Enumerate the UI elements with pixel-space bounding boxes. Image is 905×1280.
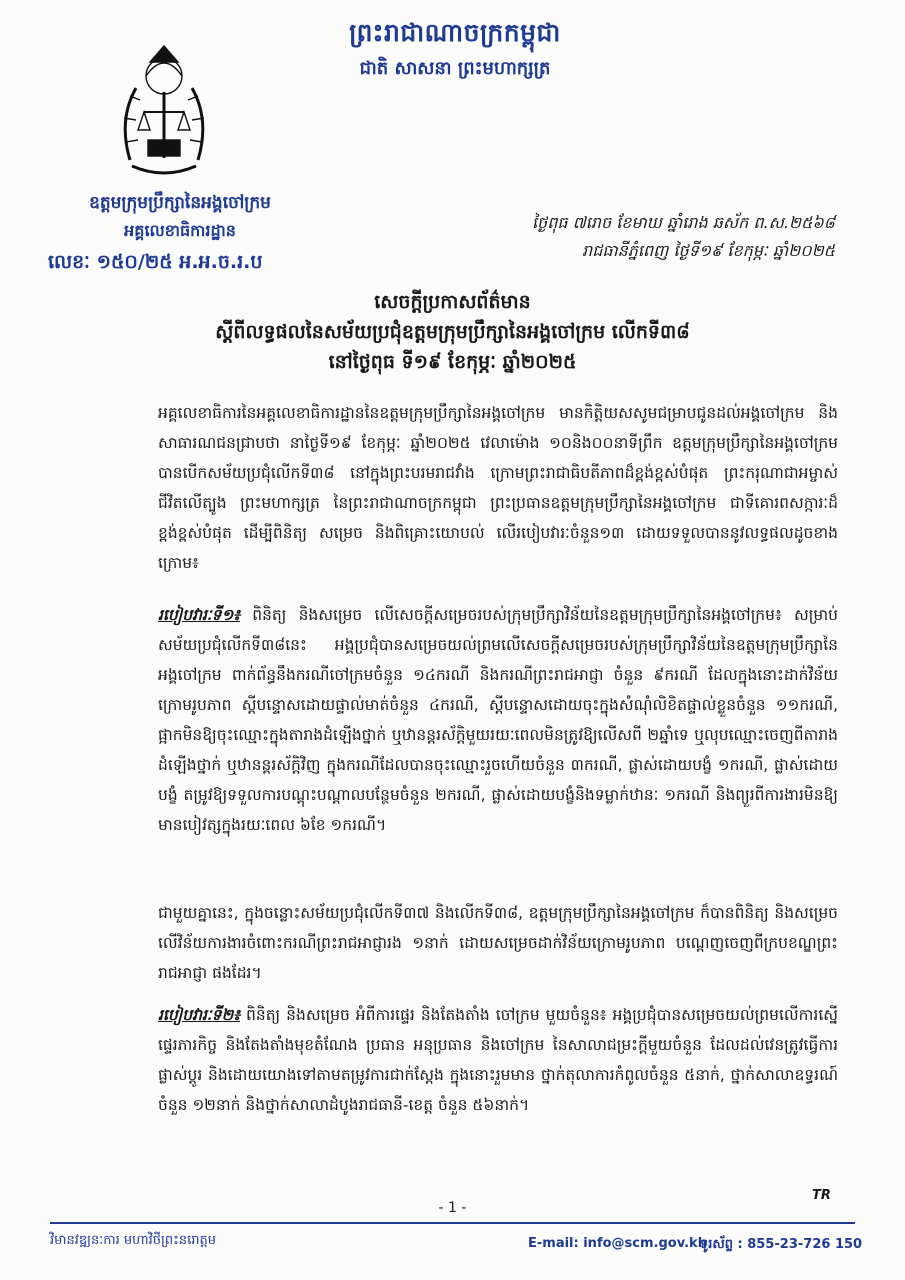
agenda-1-label: របៀបវារៈទី១៖ <box>158 606 241 624</box>
agenda-1-paragraph <box>158 600 838 885</box>
reference-number: លេខៈ ១៥០/២៥ អ.អ.ច.រ.ប <box>48 251 263 273</box>
agenda-2-paragraph <box>158 1000 838 1150</box>
page-number: - 1 - <box>438 1200 467 1216</box>
kingdom-title: ព្រះរាជាណាចក្រកម្ពុជា <box>349 18 561 47</box>
agenda-1-extra-paragraph: ជាមួយគ្នានេះ, ក្នុងចន្លោះសម័យប្រជុំលើកទី៣៧ និងលើកទី៣៨, ឧត្តមក្រុមប្រឹក្សានៃអង្គចៅក្រម ក៏បានពិនិត្យ និងសម្រេច លើវិន័យការងារចំពោះករណីព្រះរាជអាជ្ញារង ១នាក់ ដោយសម្រេចដាក់វិន័យក្រោមរូបភាព បណ្តេញចេញពីក្របខណ្ឌព្រះរាជអាជ្ញា ផងដែរ។ <box>158 904 838 982</box>
document-title: សេចក្តីប្រកាសព័ត៌មាន <box>374 291 531 313</box>
initials-mark: TR <box>812 1188 831 1203</box>
footer-divider <box>50 1222 855 1224</box>
footer-address: វិមានវឌ្ឍនៈការ មហាវិថីព្រះនរោត្តម <box>50 1233 216 1248</box>
agenda-2-label: របៀបវារៈទី២៖ <box>158 1006 241 1024</box>
intro-paragraph: អគ្គលេខាធិការនៃអគ្គលេខាធិការដ្ឋាននៃឧត្តមក្រុមប្រឹក្សានៃអង្គចៅក្រម មានកិត្តិយសសូមជម្រាបជូនដល់អង្គចៅក្រម និងសាធារណជនជ្រាបថា នាថ្ងៃទី១៩ ខែកុម្ភៈ ឆ្នាំ២០២៥ វេលាម៉ោង ១០និង០០នាទីព្រឹក ឧត្តមក្រុមប្រឹក្សានៃអង្គចៅក្រម បានបើកសម័យប្រជុំលើកទី៣៨ នៅក្នុងព្រះបរមរាជវាំង ក្រោមព្រះរាជាធិបតីភាពដ៏ខ្ពង់ខ្ពស់បំផុត ព្រះករុណាជាអម្ចាស់ជីវិតលើត្បូង ព្រះមហាក្សត្រ នៃព្រះរាជាណាចក្រកម្ពុជា ព្រះប្រធានឧត្តមក្រុមប្រឹក្សានៃអង្គចៅក្រម ជាទីគោរពសក្ការៈដ៏ខ្ពង់ខ្ពស់បំផុត ដើម្បីពិនិត្យ សម្រេច និងពិគ្រោះយោបល់ លើរបៀបវារៈចំនួន១៣ ដោយទទួលបាននូវលទ្ធផលដូចខាងក្រោម៖ <box>158 404 838 572</box>
royal-emblem-logo <box>110 40 218 182</box>
agenda-2-text: ពិនិត្យ និងសម្រេច អំពីការផ្ទេរ និងតែងតាំង ចៅក្រម មួយចំនួន៖ អង្គប្រជុំបានសម្រេចយល់ព្រមលើការស្នើផ្ទេរភារកិច្ច និងតែងតាំងមុខតំណែង ប្រធាន អនុប្រធាន និងចៅក្រម នៃសាលាជម្រះក្តីមួយចំនួន ដែលដល់វេនត្រូវធ្វើការផ្លាស់ប្តូរ និងដោយយោងទៅតាមតម្រូវការជាក់ស្តែង ក្នុងនោះរួមមាន ថ្នាក់តុលាការកំពូលចំនួន ៥នាក់, ថ្នាក់សាលាឧទ្ធរណ៍ចំនួន ១២នាក់ និងថ្នាក់សាលាដំបូងរាជធានី-ខេត្ត ចំនួន ៥៦នាក់។ <box>158 1006 838 1114</box>
document-date-line: នៅថ្ងៃពុធ ទី១៩ ខែកុម្ភៈ ឆ្នាំ២០២៥ <box>328 351 577 373</box>
agenda-1-text: ពិនិត្យ និងសម្រេច លើសេចក្តីសម្រេចរបស់ក្រុមប្រឹក្សាវិន័យនៃឧត្តមក្រុមប្រឹក្សានៃអង្គចៅក្រម៖ សម្រាប់សម័យប្រជុំលើកទី៣៨នេះ អង្គប្រជុំបានសម្រេចយល់ព្រមលើសេចក្តីសម្រេចរបស់ក្រុមប្រឹក្សាវិន័យនៃឧត្តមក្រុមប្រឹក្សានៃអង្គចៅក្រម ពាក់ព័ន្ធនឹងករណីចៅក្រមចំនួន ១៤ករណី និងករណីព្រះរាជអាជ្ញា ចំនួន ៩ករណី ដែលក្នុងនោះដាក់វិន័យក្រោមរូបភាព ស្តីបន្ទោសដោយផ្ទាល់មាត់ចំនួន ៤ករណី, ស្តីបន្ទោសដោយចុះក្នុងសំណុំលិខិតផ្ទាល់ខ្លួនចំនួន ១១ករណី, ផ្អាកមិនឱ្យចុះឈ្មោះក្នុងតារាងដំឡើងថ្នាក់ ឬឋានន្តរស័ក្តិមួយរយៈពេលមិនត្រូវឱ្យលើសពី ២ឆ្នាំទេ ឬលុបឈ្មោះចេញពីតារាងដំឡើងថ្នាក់ ឬឋានន្តរស័ក្តិវិញ ក្នុងករណីដែលបានចុះឈ្មោះរួចហើយចំនួន ៣ករណី, ផ្លាស់ដោយបង្ខំ ១ករណី, ផ្លាស់ដោយបង្ខំ តម្រូវឱ្យទទួលការបណ្តុះបណ្តាលបន្ថែមចំនួន ២ករណី, ផ្លាស់ដោយបង្ខំនិងទម្លាក់ឋានៈ ១ករណី និងព្យួរពីការងារមិនឱ្យមានបៀវត្សក្នុងរយៈពេល ៦ខែ ១ករណី។ <box>158 606 838 834</box>
secretariat-name: អគ្គលេខាធិការដ្ឋាន <box>124 221 236 240</box>
lunar-date: ថ្ងៃពុធ ៧រោច ខែមាឃ ឆ្នាំរោង ឆស័ក ព.ស.២៥៦៨ <box>531 213 835 232</box>
footer-phone: ទូរស័ព្ទ : 855-23-726 150 <box>700 1237 863 1252</box>
footer-email[interactable]: E-mail: info@scm.gov.kh <box>528 1236 707 1251</box>
national-motto: ជាតិ សាសនា ព្រះមហាក្សត្រ <box>359 58 551 79</box>
solar-date: រាជធានីភ្នំពេញ ថ្ងៃទី១៩ ខែកុម្ភៈ ឆ្នាំ២០២៥ <box>582 241 835 260</box>
council-name: ឧត្តមក្រុមប្រឹក្សានៃអង្គចៅក្រម <box>89 193 271 213</box>
document-subtitle: ស្តីពីលទ្ធផលនៃសម័យប្រជុំឧត្តមក្រុមប្រឹក្សានៃអង្គចៅក្រម លើកទី៣៨ <box>215 321 690 343</box>
